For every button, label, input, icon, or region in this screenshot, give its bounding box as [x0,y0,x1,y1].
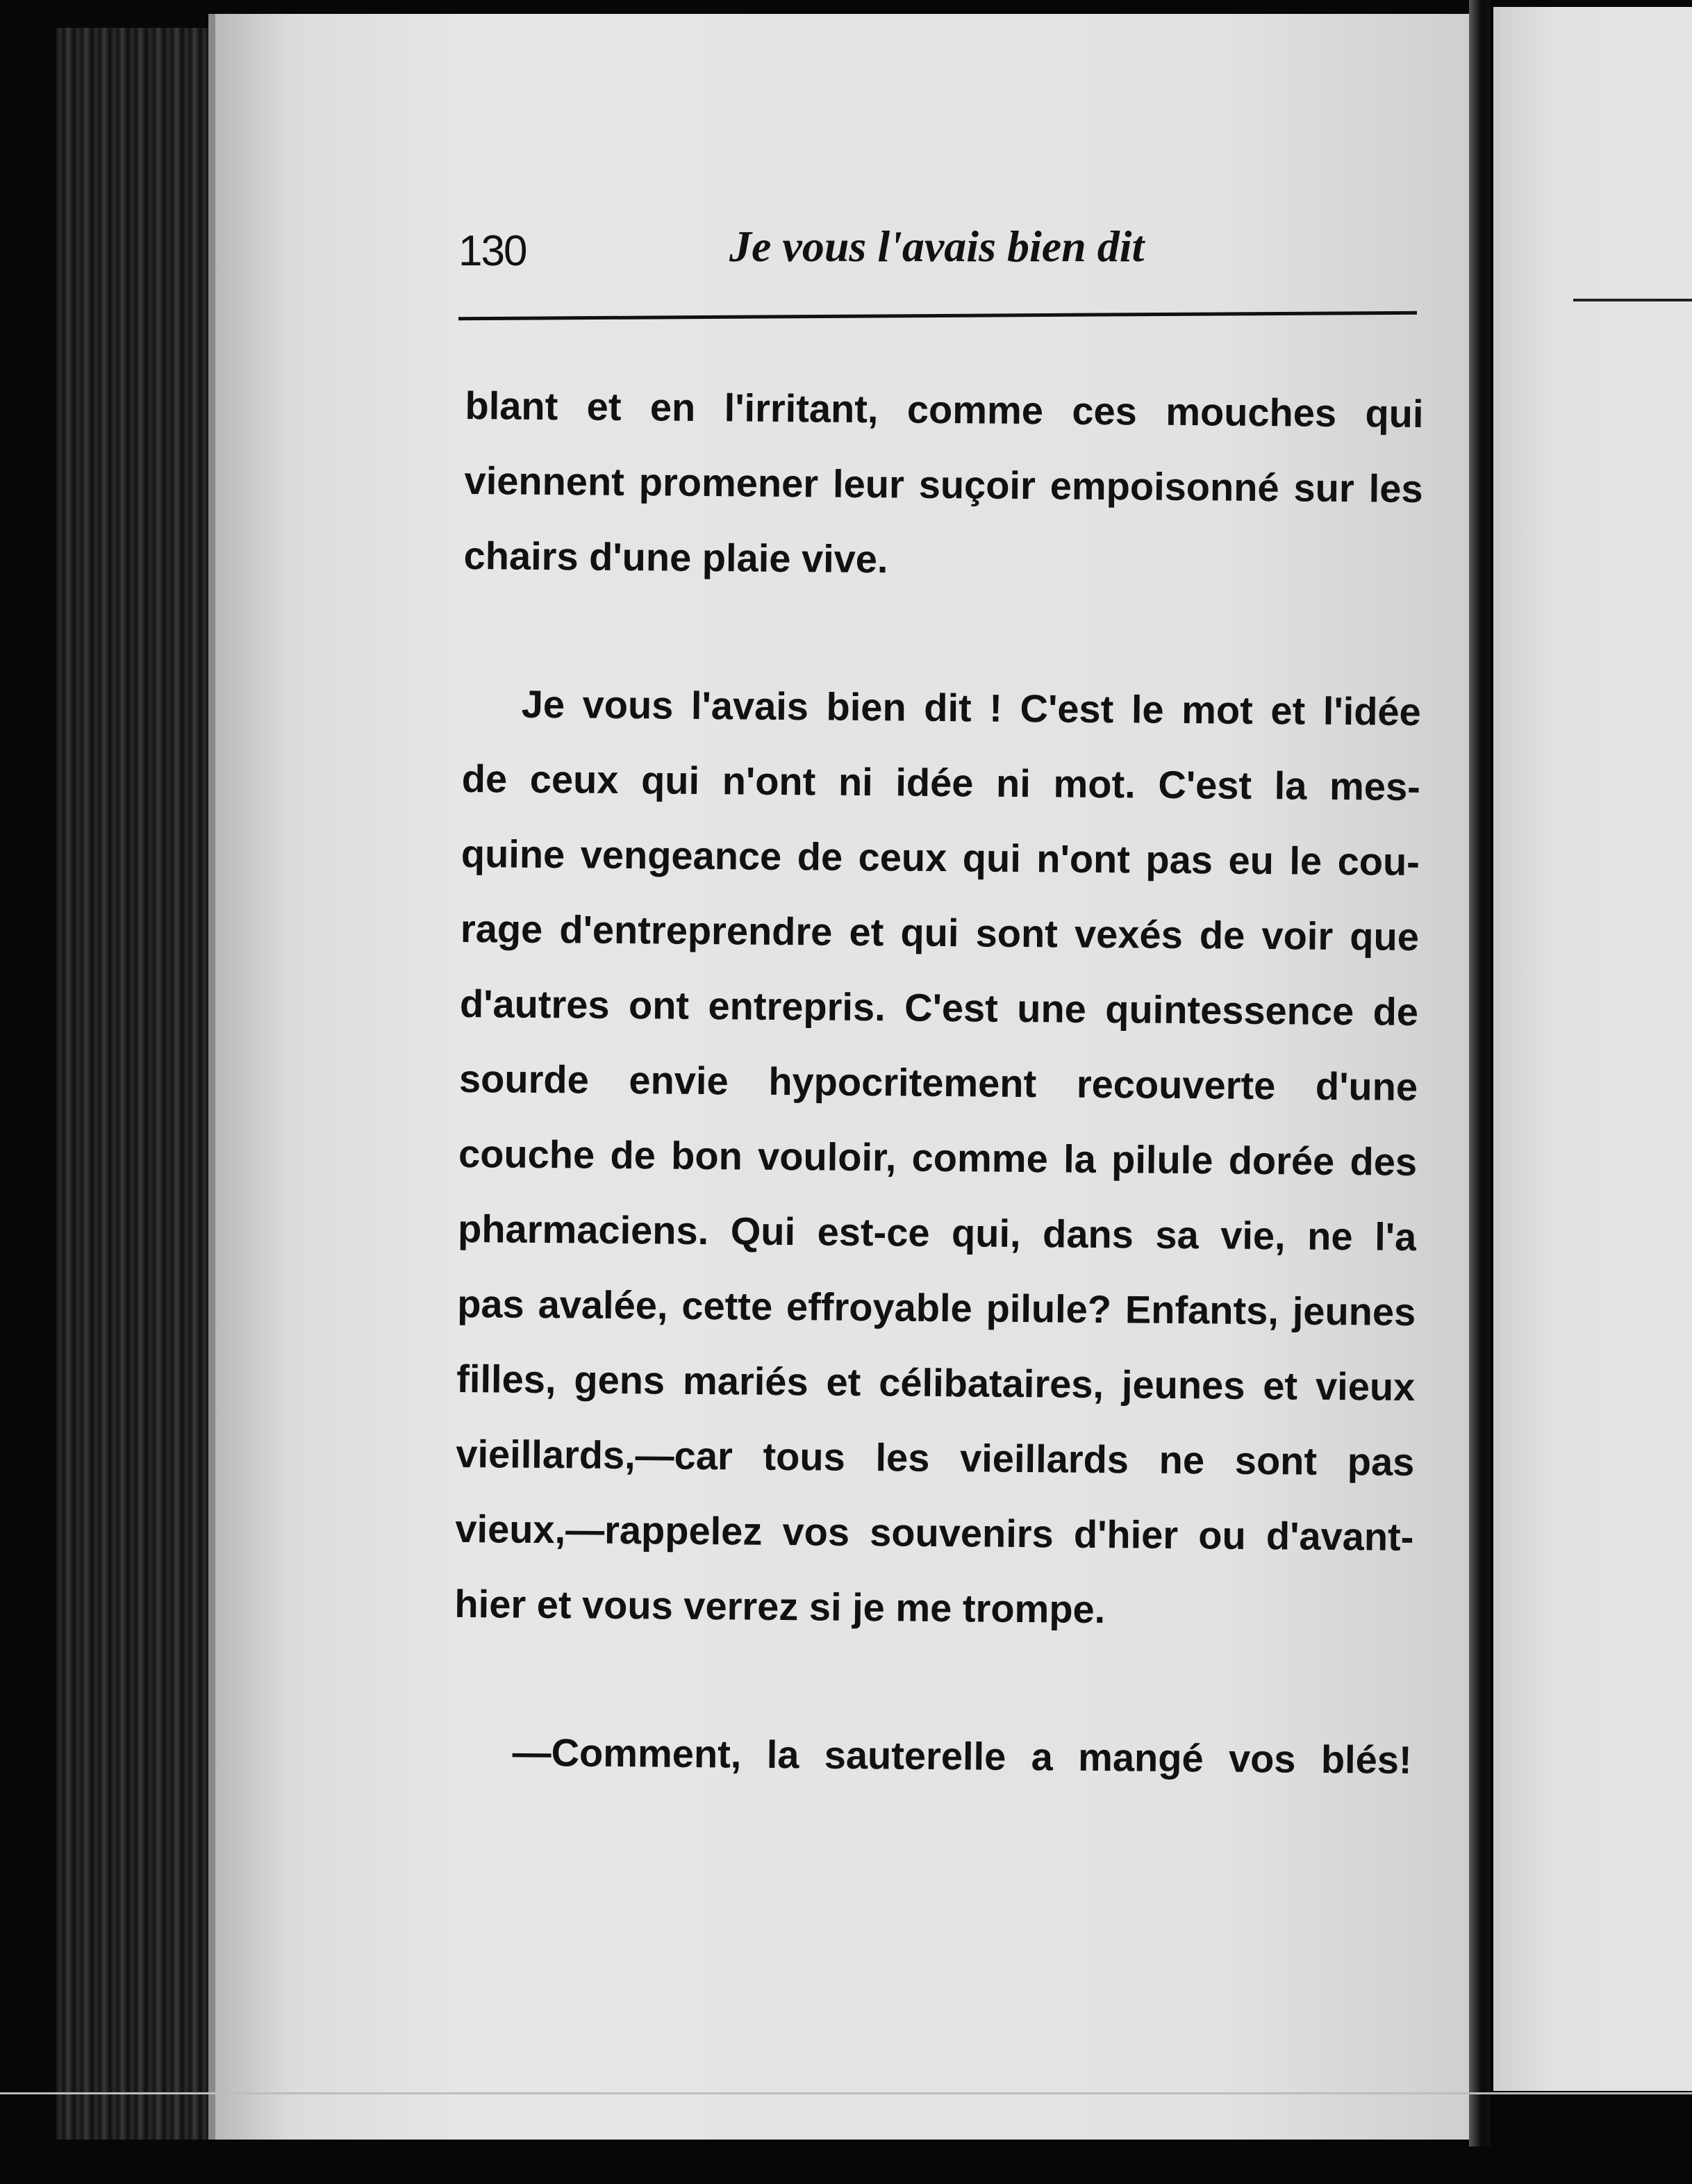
text-line: viennent promener leur suçoir empoisonné sur les [464,458,1423,511]
text-line: —Comment, la sauterelle a mangé vos blés! [512,1730,1412,1782]
right-page [1493,7,1692,2091]
scan-bottom-line [0,2092,1692,2094]
paragraph-gap [454,1641,1427,1723]
text-line: chairs d'une plaie vive. [463,533,888,581]
page-fold [1469,0,1490,2146]
text-line: couche de bon vouloir, comme la pilule dorée des [458,1131,1418,1184]
text-line: pharmaciens. Qui est-ce qui, dans sa vie, ne l'a [457,1206,1417,1259]
text-line: Je vous l'avais bien dit ! C'est le mot et l'idée [521,681,1422,734]
text-line: pas avalée, cette effroyable pilule? Enfants, jeunes [456,1281,1416,1334]
text-line: d'autres ont entrepris. C'est une quintessence de [459,981,1419,1034]
book-edge [56,28,215,2140]
text-line: filles, gens mariés et célibataires, jeunes et vieux [456,1356,1416,1409]
text-line: vieillards,—car tous les vieillards ne sont pas [456,1431,1415,1484]
right-header-rule [1573,299,1692,301]
text-line: rage d'entreprendre et qui sont vexés de voir que [460,906,1420,959]
page-number: 130 [458,227,526,275]
text-line: de ceux qui n'ont ni idée ni mot. C'est la mes- [461,756,1421,809]
text-line: hier et vous verrez si je me trompe. [454,1581,1106,1632]
paragraph-gap [463,593,1436,675]
text-line: sourde envie hypocritement recouverte d'une [458,1056,1418,1109]
text-line: blant et en l'irritant, comme ces mouches qui [465,383,1424,436]
left-page-text [453,368,1438,1798]
text-line: quine vengeance de ceux qui n'ont pas eu le cou- [461,831,1420,884]
text-line: vieux,—rappelez vos souvenirs d'hier ou d'avant- [455,1506,1414,1559]
page-header [458,217,1417,286]
running-title: Je vous l'avais bien dit [729,222,1145,271]
